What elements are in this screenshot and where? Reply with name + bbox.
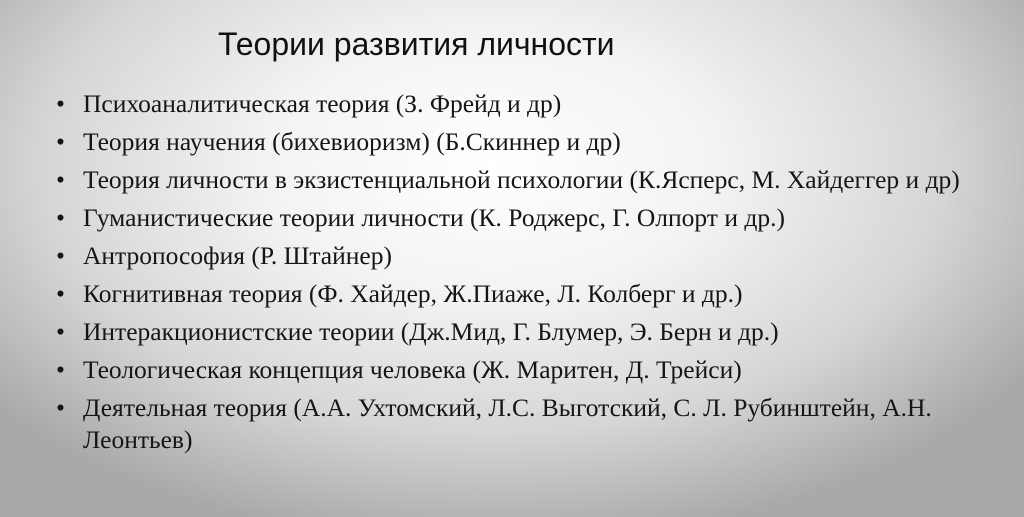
bullet-icon: • (56, 127, 65, 156)
list-item-text: Гуманистические теории личности (К. Роджерс, Г. Олпорт и др.) (83, 203, 785, 232)
bullet-icon: • (56, 241, 65, 270)
list-item-text: Антропософия (Р. Штайнер) (83, 241, 392, 270)
bullet-icon: • (56, 89, 65, 118)
list-item-existential (56, 164, 1006, 196)
list-item-text: Теологическая концепция человека (Ж. Маритен, Д. Трейси) (83, 355, 742, 384)
theories-list (56, 88, 1006, 462)
list-item-text: Когнитивная теория (Ф. Хайдер, Ж.Пиаже, Л. Колберг и др.) (83, 279, 743, 308)
list-item-text: Психоаналитическая теория (З. Фрейд и др) (83, 89, 562, 118)
slide-title: Теории развития личности (218, 26, 615, 62)
list-item-cognitive (56, 278, 1006, 310)
list-item-anthroposophy (56, 240, 1006, 272)
list-item-learning (56, 126, 1006, 158)
list-item-psychoanalytic (56, 88, 1006, 120)
list-item-activity (56, 392, 1006, 456)
list-item-text: Теория личности в экзистенциальной психологии (К.Ясперс, М. Хайдеггер и др) (83, 165, 960, 194)
list-item-interactionist (56, 316, 1006, 348)
list-item-theological (56, 354, 1006, 386)
bullet-icon: • (56, 165, 65, 194)
bullet-icon: • (56, 317, 65, 346)
list-item-humanistic (56, 202, 1006, 234)
bullet-icon: • (56, 279, 65, 308)
list-item-text: Теория научения (бихевиоризм) (Б.Скиннер и др) (83, 127, 621, 156)
list-item-text: Интеракционистские теории (Дж.Мид, Г. Блумер, Э. Берн и др.) (83, 317, 779, 346)
bullet-icon: • (56, 203, 65, 232)
list-item-text: Деятельная теория (А.А. Ухтомский, Л.С. Выготский, С. Л. Рубинштейн, А.Н. Леонтьев) (83, 393, 932, 454)
bullet-icon: • (56, 393, 65, 422)
bullet-icon: • (56, 355, 65, 384)
